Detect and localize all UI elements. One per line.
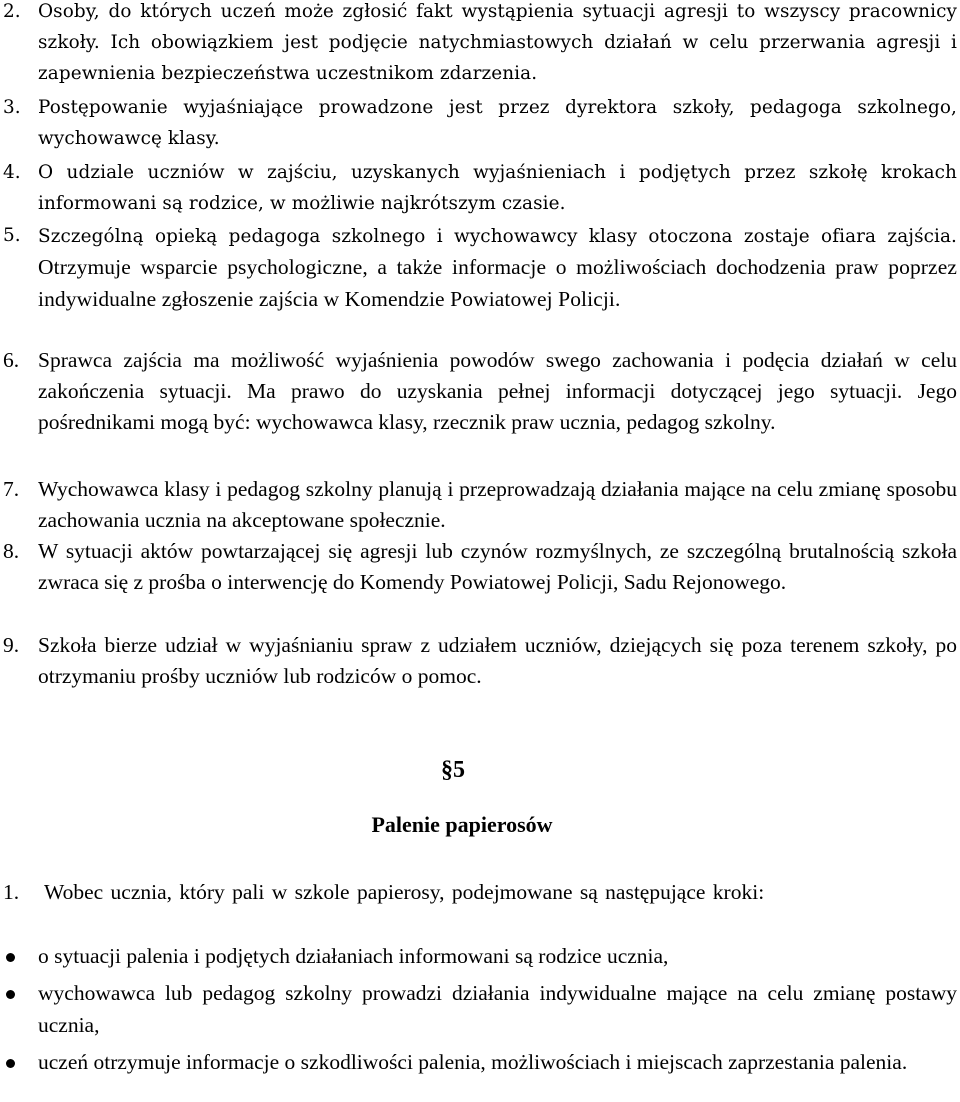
item-text: Szkoła bierze udział w wyjaśnianiu spraw z udziałem uczniów, dziejących się poza terenem szkoły, po otrzymaniu prośby uczniów lub rodziców o pomoc. — [38, 633, 957, 688]
list-item-9 — [0, 630, 960, 692]
item-text: Wychowawca klasy i pedagog szkolny planują i przeprowadzają działania mające na celu zmianę sposobu zachowania ucznia na akceptowane społecznie. — [38, 477, 957, 532]
item-text — [38, 345, 957, 438]
bullet-item — [0, 977, 957, 1041]
bullet-item — [0, 1046, 957, 1078]
list-item-6 — [0, 345, 960, 438]
item-text-part-b: Ma prawo do uzyskania pełnej informacji dotyczącej jego sytuacji. — [231, 379, 903, 403]
bullet-text: o sytuacji palenia i podjętych działaniach informowani są rodzice ucznia, — [38, 944, 669, 968]
item-text: Osoby, do których uczeń może zgłosić fakt wystąpienia sytuacji agresji to wszyscy pracownicy szkoły. Ich obowiązkiem jest podjęcie natychmiastowych działań w celu przerwania agresji i zapewnienia bezpieczeństwa uczestnikom zdarzenia. — [38, 1, 957, 84]
item-text — [38, 220, 957, 316]
section-number: §5 — [441, 757, 465, 783]
item-text-part-b: Otrzymuje wsparcie psychologiczne, a także informacje o możliwościach dochodzenia praw poprzez indywidualne zgłoszenie zajścia w Komendzie Powiatowej Policji. — [38, 255, 957, 311]
item-number: 9. — [3, 633, 20, 657]
bullet-text: wychowawca lub pedagog szkolny prowadzi działania indywidualne mające na celu zmianę postawy ucznia, — [38, 981, 957, 1037]
bullet-list — [0, 940, 960, 1083]
list-item-7 — [0, 474, 960, 536]
list-item-3 — [0, 92, 960, 154]
bullet-item — [0, 940, 957, 972]
section-title: Palenie papierosów — [371, 812, 553, 837]
item-number: 4. — [3, 162, 21, 183]
item-text-part-c: Jego pośrednikami mogą być: wychowawca klasy, rzecznik praw ucznia, pedagog szkolny. — [38, 379, 957, 434]
rule-item-1 — [0, 875, 960, 909]
bullet-icon — [6, 1059, 15, 1068]
item-text-part-a: Sprawca zajścia ma możliwość wyjaśnienia powodów swego zachowania i podęcia działań w celu zakończenia sytuacji. — [38, 348, 957, 403]
bullet-icon — [6, 990, 15, 999]
rule-number: 1. — [3, 880, 20, 904]
bullet-text: uczeń otrzymuje informacje o szkodliwości palenia, możliwościach i miejscach zaprzestania palenia. — [38, 1050, 908, 1074]
item-text-part-a: Szczególną opieką pedagoga szkolnego i wychowawcy klasy otoczona zostaje ofiara zajścia. — [38, 226, 957, 247]
bullet-icon — [6, 953, 15, 962]
list-item-2 — [0, 0, 960, 89]
list-item-4 — [0, 157, 960, 219]
item-text: O udziale uczniów w zajściu, uzyskanych wyjaśnieniach i podjętych przez szkołę krokach informowani są rodzice, w możliwie najkrótszym czasie. — [38, 162, 957, 214]
item-number: 8. — [3, 539, 20, 563]
item-text: Postępowanie wyjaśniające prowadzone jest przez dyrektora szkoły, pedagoga szkolnego, wychowawcę klasy. — [38, 97, 957, 149]
rule-text: Wobec ucznia, który pali w szkole papierosy, podejmowane są następujące kroki: — [44, 880, 765, 904]
item-number: 3. — [3, 97, 21, 118]
item-number: 6. — [3, 348, 20, 372]
item-number: 2. — [3, 1, 21, 22]
item-number: 7. — [3, 477, 20, 501]
item-number: 5. — [3, 225, 21, 246]
item-text: W sytuacji aktów powtarzającej się agresji lub czynów rozmyślnych, ze szczególną brutalnością szkoła zwraca się z prośba o interwencję do Komendy Powiatowej Policji, Sadu Rejonowego. — [38, 539, 957, 594]
list-item-8 — [0, 536, 960, 598]
list-item-5 — [0, 220, 960, 316]
